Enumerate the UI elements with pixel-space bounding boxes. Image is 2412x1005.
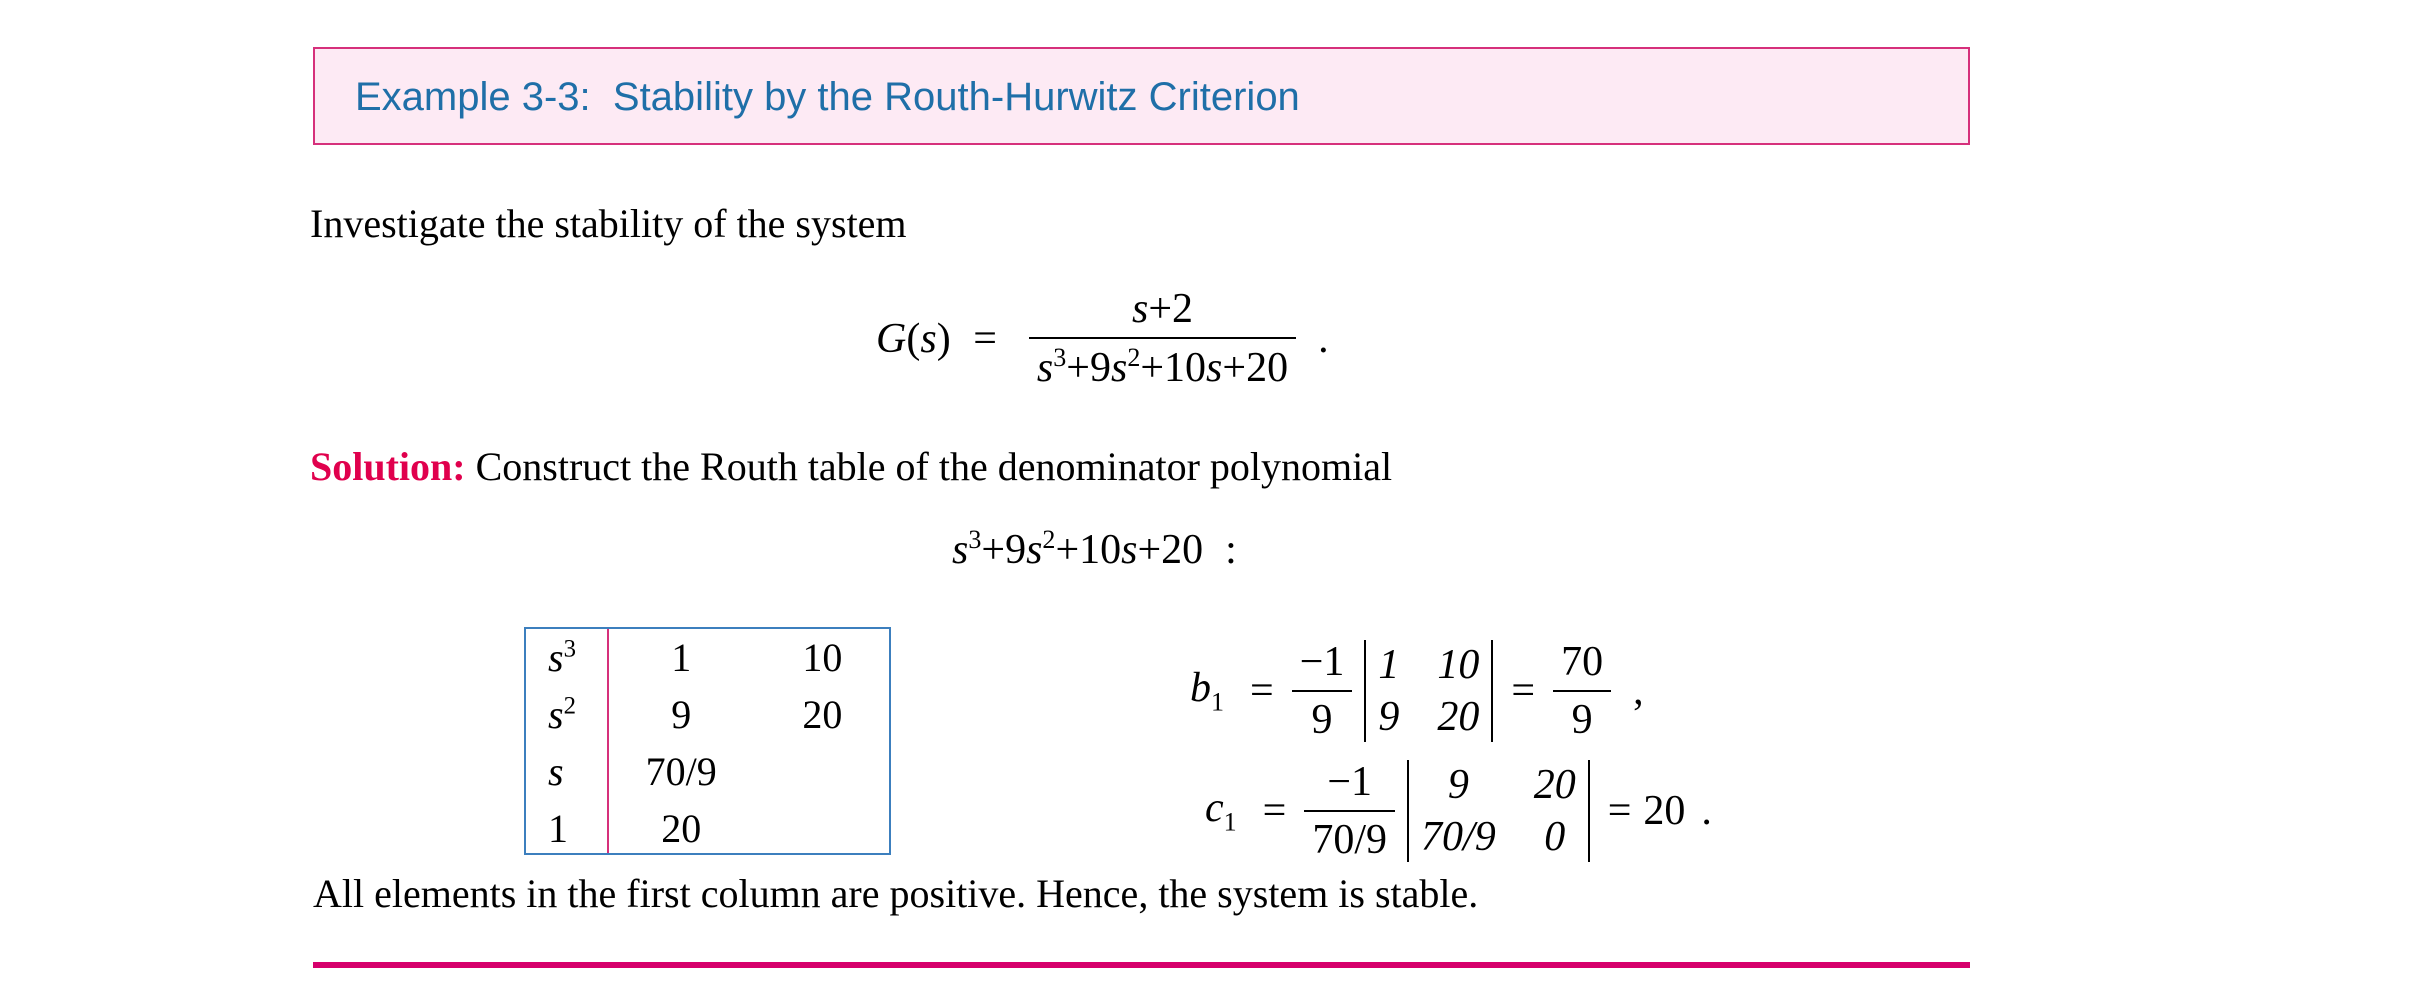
table-row — [526, 743, 889, 800]
matrix-cell: 10 — [1437, 642, 1480, 688]
num-variable: s — [1131, 286, 1149, 332]
routh-table-rows — [526, 629, 889, 853]
b1-coef-num: −1 — [1299, 639, 1345, 685]
matrix-cell: 9 — [1447, 762, 1469, 808]
matrix-cell: 70/9 — [1421, 814, 1496, 860]
routh-cell-col1: 9 — [671, 692, 692, 737]
fraction-bar — [1304, 810, 1395, 812]
routh-cell-col1: 70/9 — [645, 749, 717, 794]
poly-term3-coef: 10 — [1079, 527, 1122, 573]
routh-table — [524, 627, 891, 855]
poly-op2: + — [1055, 527, 1080, 573]
matrix-cell: 20 — [1533, 762, 1576, 808]
b1-equals-2: = — [1511, 668, 1536, 714]
den-op3: + — [1222, 345, 1247, 391]
denominator-polynomial — [952, 525, 1237, 574]
b1-label-base: b — [1190, 665, 1211, 712]
poly-term2-coef: 9 — [1005, 527, 1027, 573]
transfer-function-lhs: G(s) = — [876, 315, 997, 362]
matrix-cell: 0 — [1544, 814, 1566, 860]
page-title: Example 3-3: Stability by the Routh-Hurwitz Criterion — [355, 75, 1300, 119]
b1-trailing: , — [1633, 668, 1644, 714]
num-constant: 2 — [1172, 286, 1193, 332]
routh-cell-col2: 20 — [802, 692, 843, 737]
b1-result-num: 70 — [1561, 639, 1604, 685]
routh-cell-col1: 20 — [661, 806, 702, 851]
solution-text: Construct the Routh table of the denominator polynomial — [475, 444, 1393, 489]
b1-coefficient-fraction — [1292, 638, 1353, 744]
fraction-bar — [1292, 690, 1353, 692]
equals-sign: = — [973, 315, 997, 362]
numerator — [1124, 285, 1201, 333]
c1-coef-num: −1 — [1327, 759, 1373, 805]
routh-cell-col2: 10 — [802, 635, 843, 680]
power-base: s — [548, 635, 564, 680]
routh-row-power — [526, 805, 607, 852]
c1-coef-den: 70/9 — [1312, 817, 1388, 863]
num-operator: + — [1148, 286, 1172, 332]
poly-op3: + — [1137, 527, 1162, 573]
s-symbol: s — [920, 315, 937, 362]
power-base: s — [548, 749, 564, 794]
poly-term3-var: s — [1121, 527, 1138, 573]
b1-label — [1190, 664, 1224, 717]
c1-matrix — [1409, 760, 1588, 862]
c1-determinant — [1407, 760, 1590, 862]
determinant-bar-right — [1588, 760, 1590, 862]
c1-trailing: . — [1701, 788, 1712, 834]
den-term2-coef: 9 — [1089, 345, 1111, 391]
determinant-bar-right — [1491, 640, 1493, 742]
matrix-cell: 1 — [1378, 642, 1400, 688]
example-title-banner — [313, 47, 1970, 145]
transfer-function-fraction — [1029, 285, 1296, 392]
den-term2-var: s — [1110, 345, 1128, 391]
den-term3-coef: 10 — [1164, 345, 1207, 391]
c1-coefficient-fraction — [1304, 758, 1395, 864]
poly-op1: + — [981, 527, 1006, 573]
b1-equation — [1190, 638, 1644, 744]
den-term4-const: 20 — [1246, 345, 1289, 391]
table-row — [526, 800, 889, 857]
den-term1-exp: 3 — [1053, 343, 1067, 372]
fraction-bar — [1553, 690, 1611, 692]
c1-equation — [1205, 758, 1712, 864]
matrix-cell: 9 — [1378, 694, 1400, 740]
routh-row-power — [526, 748, 607, 795]
b1-label-sub: 1 — [1211, 687, 1225, 717]
transfer-function-equation — [876, 285, 1329, 392]
poly-term1-exp: 3 — [968, 525, 982, 554]
b1-matrix — [1366, 640, 1491, 742]
denominator — [1029, 343, 1296, 392]
poly-term2-var: s — [1026, 527, 1043, 573]
poly-colon: : — [1225, 527, 1237, 573]
poly-term2-exp: 2 — [1042, 525, 1056, 554]
c1-equals: = — [1262, 788, 1287, 834]
power-base: s — [548, 692, 564, 737]
b1-result-den: 9 — [1571, 697, 1593, 743]
power-base: 1 — [548, 806, 568, 851]
c1-label-base: c — [1205, 785, 1224, 832]
b1-determinant — [1364, 640, 1493, 742]
power-exponent: 3 — [563, 635, 576, 663]
routh-cell-col1: 1 — [671, 635, 692, 680]
table-row — [526, 629, 889, 686]
b1-coef-den: 9 — [1311, 697, 1333, 743]
fraction-bar — [1029, 337, 1296, 339]
intro-text: Investigate the stability of the system — [310, 201, 907, 246]
den-term1-var: s — [1036, 345, 1054, 391]
den-term3-var: s — [1206, 345, 1223, 391]
b1-equals: = — [1250, 668, 1274, 714]
table-row — [526, 686, 889, 743]
poly-term1-var: s — [952, 527, 969, 573]
footer-rule — [313, 962, 1970, 968]
b1-result-fraction — [1553, 638, 1611, 744]
g-symbol: G — [876, 315, 907, 362]
c1-label — [1205, 784, 1237, 837]
den-op1: + — [1066, 345, 1090, 391]
solution-line — [310, 443, 1392, 490]
poly-term4-const: 20 — [1161, 527, 1204, 573]
power-exponent: 2 — [563, 692, 576, 720]
equation-period: . — [1318, 315, 1329, 362]
c1-result: 20 — [1643, 788, 1686, 834]
den-op2: + — [1140, 345, 1165, 391]
matrix-cell: 20 — [1437, 694, 1480, 740]
conclusion-text: All elements in the first column are positive. Hence, the system is stable. — [313, 871, 1479, 916]
routh-row-power — [526, 691, 607, 738]
solution-label: Solution: — [310, 444, 466, 489]
routh-row-power — [526, 634, 607, 681]
den-term2-exp: 2 — [1127, 343, 1141, 372]
c1-equals-2: = — [1607, 788, 1632, 834]
c1-label-sub: 1 — [1223, 807, 1237, 837]
